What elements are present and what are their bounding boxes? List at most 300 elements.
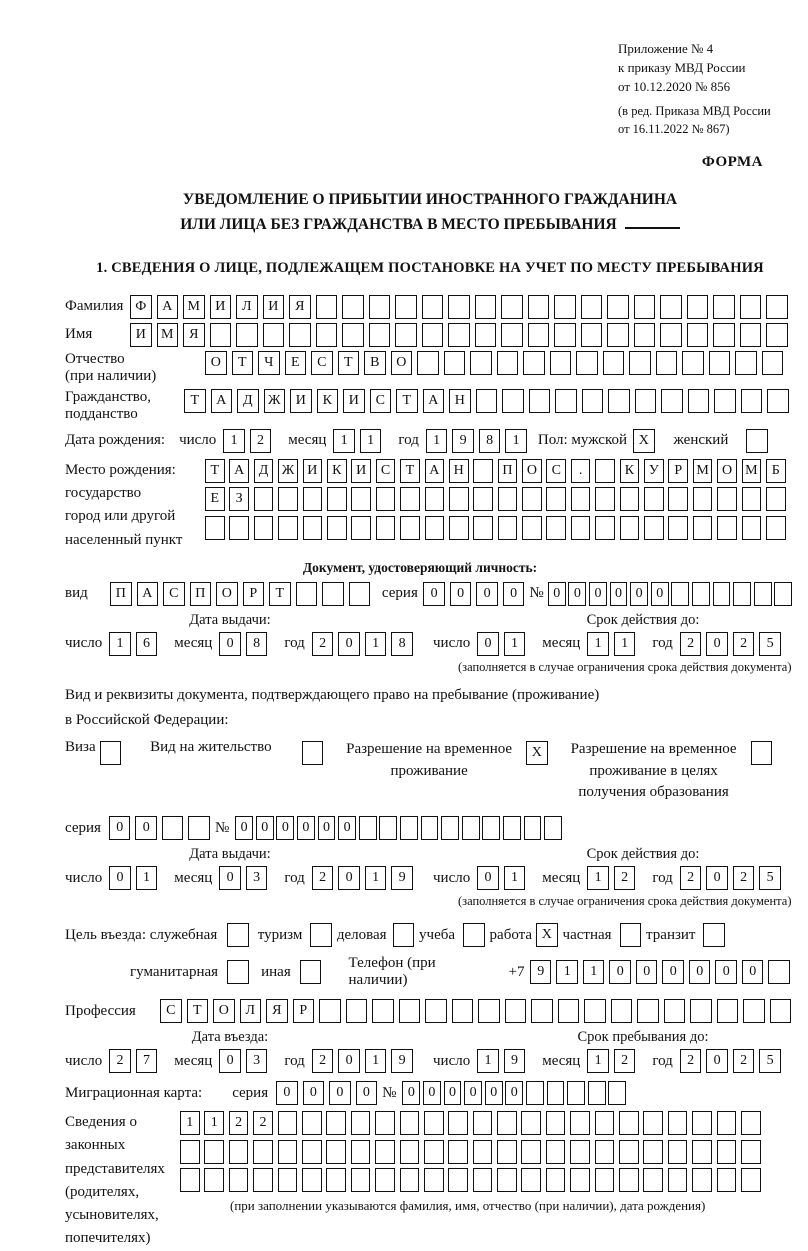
char-box[interactable]: 0 xyxy=(235,816,253,840)
char-box[interactable] xyxy=(502,389,524,413)
char-box[interactable] xyxy=(558,999,580,1023)
char-box[interactable]: 0 xyxy=(706,866,728,890)
char-box[interactable] xyxy=(643,1168,663,1192)
char-box[interactable]: Т xyxy=(184,389,206,413)
char-box[interactable]: 1 xyxy=(583,960,605,984)
char-box[interactable] xyxy=(441,816,459,840)
char-box[interactable]: 9 xyxy=(504,1049,526,1073)
char-box[interactable]: 9 xyxy=(391,866,413,890)
char-box[interactable] xyxy=(547,1081,565,1105)
char-box[interactable] xyxy=(746,429,768,453)
char-box[interactable]: 0 xyxy=(219,632,241,656)
char-box[interactable] xyxy=(693,487,713,511)
char-box[interactable]: 1 xyxy=(614,632,636,656)
char-box[interactable]: 0 xyxy=(297,816,315,840)
char-box[interactable] xyxy=(236,323,258,347)
char-box[interactable] xyxy=(522,516,542,540)
char-box[interactable] xyxy=(475,323,497,347)
char-box[interactable] xyxy=(703,923,725,947)
char-box[interactable] xyxy=(424,1168,444,1192)
char-box[interactable] xyxy=(620,487,640,511)
char-box[interactable] xyxy=(319,999,341,1023)
char-box[interactable]: К xyxy=(317,389,339,413)
char-box[interactable] xyxy=(498,487,518,511)
char-box[interactable]: 0 xyxy=(503,582,525,606)
char-box[interactable]: 2 xyxy=(733,1049,755,1073)
char-box[interactable]: 2 xyxy=(614,1049,636,1073)
char-box[interactable]: 2 xyxy=(253,1111,273,1135)
char-box[interactable] xyxy=(546,1111,566,1135)
char-box[interactable] xyxy=(424,1111,444,1135)
char-box[interactable] xyxy=(644,516,664,540)
char-box[interactable] xyxy=(302,1111,322,1135)
char-box[interactable]: Е xyxy=(205,487,225,511)
char-box[interactable]: 1 xyxy=(136,866,158,890)
char-box[interactable] xyxy=(399,999,421,1023)
char-box[interactable]: 0 xyxy=(610,582,628,606)
char-box[interactable]: 2 xyxy=(109,1049,131,1073)
char-box[interactable]: И xyxy=(130,323,152,347)
char-box[interactable] xyxy=(210,323,232,347)
char-box[interactable]: О xyxy=(216,582,238,606)
char-box[interactable] xyxy=(637,999,659,1023)
char-box[interactable]: М xyxy=(693,459,713,483)
char-box[interactable]: Л xyxy=(240,999,262,1023)
char-box[interactable]: Я xyxy=(289,295,311,319)
char-box[interactable]: 0 xyxy=(689,960,711,984)
char-box[interactable] xyxy=(664,999,686,1023)
char-box[interactable]: М xyxy=(183,295,205,319)
char-box[interactable] xyxy=(742,516,762,540)
char-box[interactable] xyxy=(497,1140,517,1164)
char-box[interactable]: Н xyxy=(449,389,471,413)
char-box[interactable]: 0 xyxy=(476,582,498,606)
char-box[interactable] xyxy=(444,351,466,375)
char-box[interactable] xyxy=(524,816,542,840)
char-box[interactable] xyxy=(668,487,688,511)
char-box[interactable] xyxy=(497,1111,517,1135)
char-box[interactable] xyxy=(501,323,523,347)
char-box[interactable] xyxy=(300,960,322,984)
char-box[interactable] xyxy=(526,1081,544,1105)
char-box[interactable]: 0 xyxy=(256,816,274,840)
char-box[interactable] xyxy=(717,1168,737,1192)
char-box[interactable]: С xyxy=(546,459,566,483)
char-box[interactable] xyxy=(400,516,420,540)
char-box[interactable] xyxy=(754,582,772,606)
char-box[interactable]: П xyxy=(498,459,518,483)
char-box[interactable] xyxy=(717,1140,737,1164)
char-box[interactable]: Ч xyxy=(258,351,280,375)
char-box[interactable] xyxy=(501,295,523,319)
char-box[interactable] xyxy=(740,323,762,347)
char-box[interactable]: 8 xyxy=(479,429,501,453)
char-box[interactable] xyxy=(263,323,285,347)
char-box[interactable] xyxy=(449,487,469,511)
char-box[interactable] xyxy=(473,516,493,540)
char-box[interactable]: Л xyxy=(236,295,258,319)
char-box[interactable] xyxy=(253,1140,273,1164)
char-box[interactable]: В xyxy=(364,351,386,375)
char-box[interactable]: Т xyxy=(269,582,291,606)
char-box[interactable]: 0 xyxy=(444,1081,462,1105)
char-box[interactable] xyxy=(717,1111,737,1135)
char-box[interactable]: . xyxy=(571,459,591,483)
char-box[interactable]: 1 xyxy=(365,1049,387,1073)
char-box[interactable] xyxy=(400,1111,420,1135)
char-box[interactable]: 0 xyxy=(706,1049,728,1073)
char-box[interactable] xyxy=(254,487,274,511)
char-box[interactable] xyxy=(634,323,656,347)
char-box[interactable]: 0 xyxy=(338,866,360,890)
char-box[interactable]: X xyxy=(633,429,655,453)
char-box[interactable] xyxy=(229,516,249,540)
char-box[interactable] xyxy=(607,295,629,319)
char-box[interactable] xyxy=(342,295,364,319)
char-box[interactable] xyxy=(476,389,498,413)
char-box[interactable] xyxy=(497,351,519,375)
char-box[interactable]: 0 xyxy=(662,960,684,984)
char-box[interactable]: А xyxy=(157,295,179,319)
char-box[interactable] xyxy=(448,323,470,347)
char-box[interactable] xyxy=(550,351,572,375)
char-box[interactable]: Я xyxy=(183,323,205,347)
char-box[interactable] xyxy=(448,1168,468,1192)
char-box[interactable]: 0 xyxy=(135,816,157,840)
char-box[interactable] xyxy=(570,1168,590,1192)
char-box[interactable] xyxy=(581,295,603,319)
char-box[interactable] xyxy=(582,389,604,413)
char-box[interactable] xyxy=(425,487,445,511)
char-box[interactable] xyxy=(644,487,664,511)
char-box[interactable] xyxy=(424,1140,444,1164)
char-box[interactable] xyxy=(316,295,338,319)
char-box[interactable] xyxy=(302,1168,322,1192)
char-box[interactable]: 0 xyxy=(109,866,131,890)
char-box[interactable]: 0 xyxy=(589,582,607,606)
char-box[interactable] xyxy=(713,323,735,347)
char-box[interactable] xyxy=(656,351,678,375)
char-box[interactable] xyxy=(567,1081,585,1105)
char-box[interactable] xyxy=(393,923,415,947)
char-box[interactable] xyxy=(522,487,542,511)
char-box[interactable] xyxy=(302,741,324,765)
char-box[interactable]: 3 xyxy=(246,866,268,890)
char-box[interactable] xyxy=(369,295,391,319)
char-box[interactable] xyxy=(743,999,765,1023)
char-box[interactable]: О xyxy=(205,351,227,375)
char-box[interactable] xyxy=(505,999,527,1023)
char-box[interactable] xyxy=(619,1168,639,1192)
char-box[interactable] xyxy=(302,1140,322,1164)
char-box[interactable]: И xyxy=(290,389,312,413)
char-box[interactable]: Н xyxy=(449,459,469,483)
char-box[interactable] xyxy=(326,1140,346,1164)
char-box[interactable]: 1 xyxy=(587,866,609,890)
char-box[interactable]: 7 xyxy=(136,1049,158,1073)
char-box[interactable] xyxy=(448,295,470,319)
char-box[interactable] xyxy=(327,516,347,540)
char-box[interactable] xyxy=(531,999,553,1023)
char-box[interactable] xyxy=(661,389,683,413)
char-box[interactable]: 0 xyxy=(568,582,586,606)
char-box[interactable] xyxy=(546,487,566,511)
char-box[interactable] xyxy=(326,1111,346,1135)
char-box[interactable] xyxy=(595,1140,615,1164)
char-box[interactable] xyxy=(570,1140,590,1164)
char-box[interactable]: 2 xyxy=(680,632,702,656)
char-box[interactable] xyxy=(762,351,784,375)
char-box[interactable]: И xyxy=(303,459,323,483)
char-box[interactable] xyxy=(448,1140,468,1164)
char-box[interactable] xyxy=(351,1111,371,1135)
char-box[interactable]: П xyxy=(110,582,132,606)
char-box[interactable] xyxy=(741,1168,761,1192)
char-box[interactable] xyxy=(742,487,762,511)
char-box[interactable]: 0 xyxy=(477,866,499,890)
char-box[interactable] xyxy=(571,516,591,540)
char-box[interactable] xyxy=(188,816,210,840)
char-box[interactable] xyxy=(349,582,371,606)
char-box[interactable] xyxy=(546,1168,566,1192)
char-box[interactable] xyxy=(581,323,603,347)
char-box[interactable] xyxy=(571,487,591,511)
char-box[interactable]: 1 xyxy=(223,429,245,453)
char-box[interactable]: 0 xyxy=(609,960,631,984)
char-box[interactable]: 3 xyxy=(246,1049,268,1073)
char-box[interactable]: 5 xyxy=(759,866,781,890)
char-box[interactable] xyxy=(205,516,225,540)
char-box[interactable] xyxy=(278,1140,298,1164)
char-box[interactable] xyxy=(227,960,249,984)
char-box[interactable]: 1 xyxy=(365,632,387,656)
char-box[interactable] xyxy=(570,1111,590,1135)
char-box[interactable] xyxy=(607,323,629,347)
char-box[interactable] xyxy=(692,1111,712,1135)
char-box[interactable]: А xyxy=(229,459,249,483)
char-box[interactable] xyxy=(395,323,417,347)
char-box[interactable] xyxy=(278,1111,298,1135)
char-box[interactable] xyxy=(400,487,420,511)
char-box[interactable] xyxy=(375,1140,395,1164)
char-box[interactable] xyxy=(204,1168,224,1192)
char-box[interactable] xyxy=(278,487,298,511)
char-box[interactable]: Ж xyxy=(278,459,298,483)
char-box[interactable]: 0 xyxy=(505,1081,523,1105)
char-box[interactable] xyxy=(229,1168,249,1192)
char-box[interactable] xyxy=(619,1111,639,1135)
char-box[interactable]: О xyxy=(717,459,737,483)
char-box[interactable]: 0 xyxy=(706,632,728,656)
char-box[interactable] xyxy=(497,1168,517,1192)
char-box[interactable] xyxy=(713,295,735,319)
char-box[interactable] xyxy=(421,816,439,840)
char-box[interactable] xyxy=(351,1140,371,1164)
char-box[interactable] xyxy=(278,1168,298,1192)
char-box[interactable] xyxy=(544,816,562,840)
char-box[interactable] xyxy=(351,516,371,540)
char-box[interactable] xyxy=(595,487,615,511)
char-box[interactable]: 0 xyxy=(276,816,294,840)
char-box[interactable]: 1 xyxy=(365,866,387,890)
char-box[interactable] xyxy=(475,295,497,319)
char-box[interactable]: С xyxy=(376,459,396,483)
char-box[interactable] xyxy=(253,1168,273,1192)
char-box[interactable] xyxy=(717,999,739,1023)
char-box[interactable]: 0 xyxy=(219,1049,241,1073)
char-box[interactable] xyxy=(463,923,485,947)
char-box[interactable] xyxy=(449,516,469,540)
char-box[interactable]: 0 xyxy=(742,960,764,984)
char-box[interactable]: 5 xyxy=(759,632,781,656)
char-box[interactable]: К xyxy=(620,459,640,483)
char-box[interactable] xyxy=(766,323,788,347)
char-box[interactable] xyxy=(766,295,788,319)
char-box[interactable] xyxy=(692,1168,712,1192)
char-box[interactable] xyxy=(470,351,492,375)
char-box[interactable]: О xyxy=(391,351,413,375)
char-box[interactable] xyxy=(682,351,704,375)
char-box[interactable] xyxy=(741,1140,761,1164)
char-box[interactable] xyxy=(768,960,790,984)
char-box[interactable] xyxy=(359,816,377,840)
char-box[interactable] xyxy=(603,351,625,375)
char-box[interactable] xyxy=(668,516,688,540)
char-box[interactable] xyxy=(709,351,731,375)
char-box[interactable] xyxy=(400,1168,420,1192)
char-box[interactable]: 1 xyxy=(556,960,578,984)
char-box[interactable] xyxy=(375,1168,395,1192)
char-box[interactable] xyxy=(473,1168,493,1192)
char-box[interactable] xyxy=(376,487,396,511)
char-box[interactable] xyxy=(425,999,447,1023)
char-box[interactable]: 1 xyxy=(204,1111,224,1135)
char-box[interactable] xyxy=(546,516,566,540)
char-box[interactable] xyxy=(595,459,615,483)
char-box[interactable] xyxy=(351,1168,371,1192)
char-box[interactable]: 0 xyxy=(276,1081,298,1105)
char-box[interactable] xyxy=(554,323,576,347)
char-box[interactable] xyxy=(634,295,656,319)
char-box[interactable]: О xyxy=(522,459,542,483)
char-box[interactable] xyxy=(342,323,364,347)
char-box[interactable] xyxy=(379,816,397,840)
char-box[interactable]: 0 xyxy=(464,1081,482,1105)
char-box[interactable] xyxy=(595,516,615,540)
char-box[interactable]: 8 xyxy=(391,632,413,656)
char-box[interactable]: 0 xyxy=(338,632,360,656)
char-box[interactable]: С xyxy=(370,389,392,413)
char-box[interactable] xyxy=(766,487,786,511)
char-box[interactable]: 0 xyxy=(548,582,566,606)
char-box[interactable]: 0 xyxy=(715,960,737,984)
char-box[interactable] xyxy=(611,999,633,1023)
char-box[interactable] xyxy=(346,999,368,1023)
char-box[interactable] xyxy=(741,389,763,413)
char-box[interactable]: О xyxy=(213,999,235,1023)
char-box[interactable]: Б xyxy=(766,459,786,483)
char-box[interactable] xyxy=(528,295,550,319)
char-box[interactable]: 8 xyxy=(246,632,268,656)
char-box[interactable]: 5 xyxy=(759,1049,781,1073)
char-box[interactable]: С xyxy=(163,582,185,606)
char-box[interactable] xyxy=(643,1111,663,1135)
char-box[interactable] xyxy=(740,295,762,319)
char-box[interactable] xyxy=(668,1168,688,1192)
char-box[interactable] xyxy=(462,816,480,840)
char-box[interactable]: И xyxy=(351,459,371,483)
char-box[interactable]: Р xyxy=(668,459,688,483)
char-box[interactable]: 1 xyxy=(333,429,355,453)
char-box[interactable]: А xyxy=(425,459,445,483)
char-box[interactable] xyxy=(400,1140,420,1164)
char-box[interactable]: А xyxy=(423,389,445,413)
char-box[interactable]: 0 xyxy=(219,866,241,890)
char-box[interactable] xyxy=(767,389,789,413)
char-box[interactable]: Т xyxy=(338,351,360,375)
char-box[interactable]: Я xyxy=(266,999,288,1023)
char-box[interactable] xyxy=(254,516,274,540)
char-box[interactable]: Т xyxy=(396,389,418,413)
char-box[interactable]: Ж xyxy=(264,389,286,413)
char-box[interactable] xyxy=(588,1081,606,1105)
char-box[interactable] xyxy=(473,487,493,511)
char-box[interactable]: И xyxy=(210,295,232,319)
char-box[interactable] xyxy=(229,1140,249,1164)
char-box[interactable]: И xyxy=(343,389,365,413)
char-box[interactable] xyxy=(735,351,757,375)
char-box[interactable] xyxy=(322,582,344,606)
char-box[interactable] xyxy=(473,459,493,483)
char-box[interactable]: С xyxy=(311,351,333,375)
char-box[interactable]: 0 xyxy=(636,960,658,984)
char-box[interactable] xyxy=(227,923,249,947)
char-box[interactable]: 2 xyxy=(733,632,755,656)
char-box[interactable]: А xyxy=(137,582,159,606)
char-box[interactable] xyxy=(668,1111,688,1135)
char-box[interactable]: 1 xyxy=(477,1049,499,1073)
char-box[interactable] xyxy=(529,389,551,413)
char-box[interactable]: 2 xyxy=(733,866,755,890)
char-box[interactable] xyxy=(671,582,689,606)
char-box[interactable]: У xyxy=(644,459,664,483)
char-box[interactable]: М xyxy=(157,323,179,347)
char-box[interactable] xyxy=(521,1168,541,1192)
char-box[interactable] xyxy=(660,295,682,319)
char-box[interactable] xyxy=(303,516,323,540)
char-box[interactable]: 2 xyxy=(312,632,334,656)
char-box[interactable] xyxy=(204,1140,224,1164)
char-box[interactable] xyxy=(620,516,640,540)
char-box[interactable] xyxy=(608,1081,626,1105)
char-box[interactable] xyxy=(714,389,736,413)
char-box[interactable] xyxy=(717,516,737,540)
char-box[interactable] xyxy=(555,389,577,413)
char-box[interactable] xyxy=(620,923,642,947)
char-box[interactable] xyxy=(717,487,737,511)
char-box[interactable]: Е xyxy=(285,351,307,375)
char-box[interactable]: 6 xyxy=(136,632,158,656)
char-box[interactable]: Д xyxy=(237,389,259,413)
char-box[interactable]: Ф xyxy=(130,295,152,319)
char-box[interactable] xyxy=(478,999,500,1023)
char-box[interactable] xyxy=(422,295,444,319)
char-box[interactable]: X xyxy=(536,923,558,947)
char-box[interactable]: 0 xyxy=(303,1081,325,1105)
char-box[interactable] xyxy=(608,389,630,413)
char-box[interactable] xyxy=(180,1140,200,1164)
char-box[interactable] xyxy=(473,1140,493,1164)
